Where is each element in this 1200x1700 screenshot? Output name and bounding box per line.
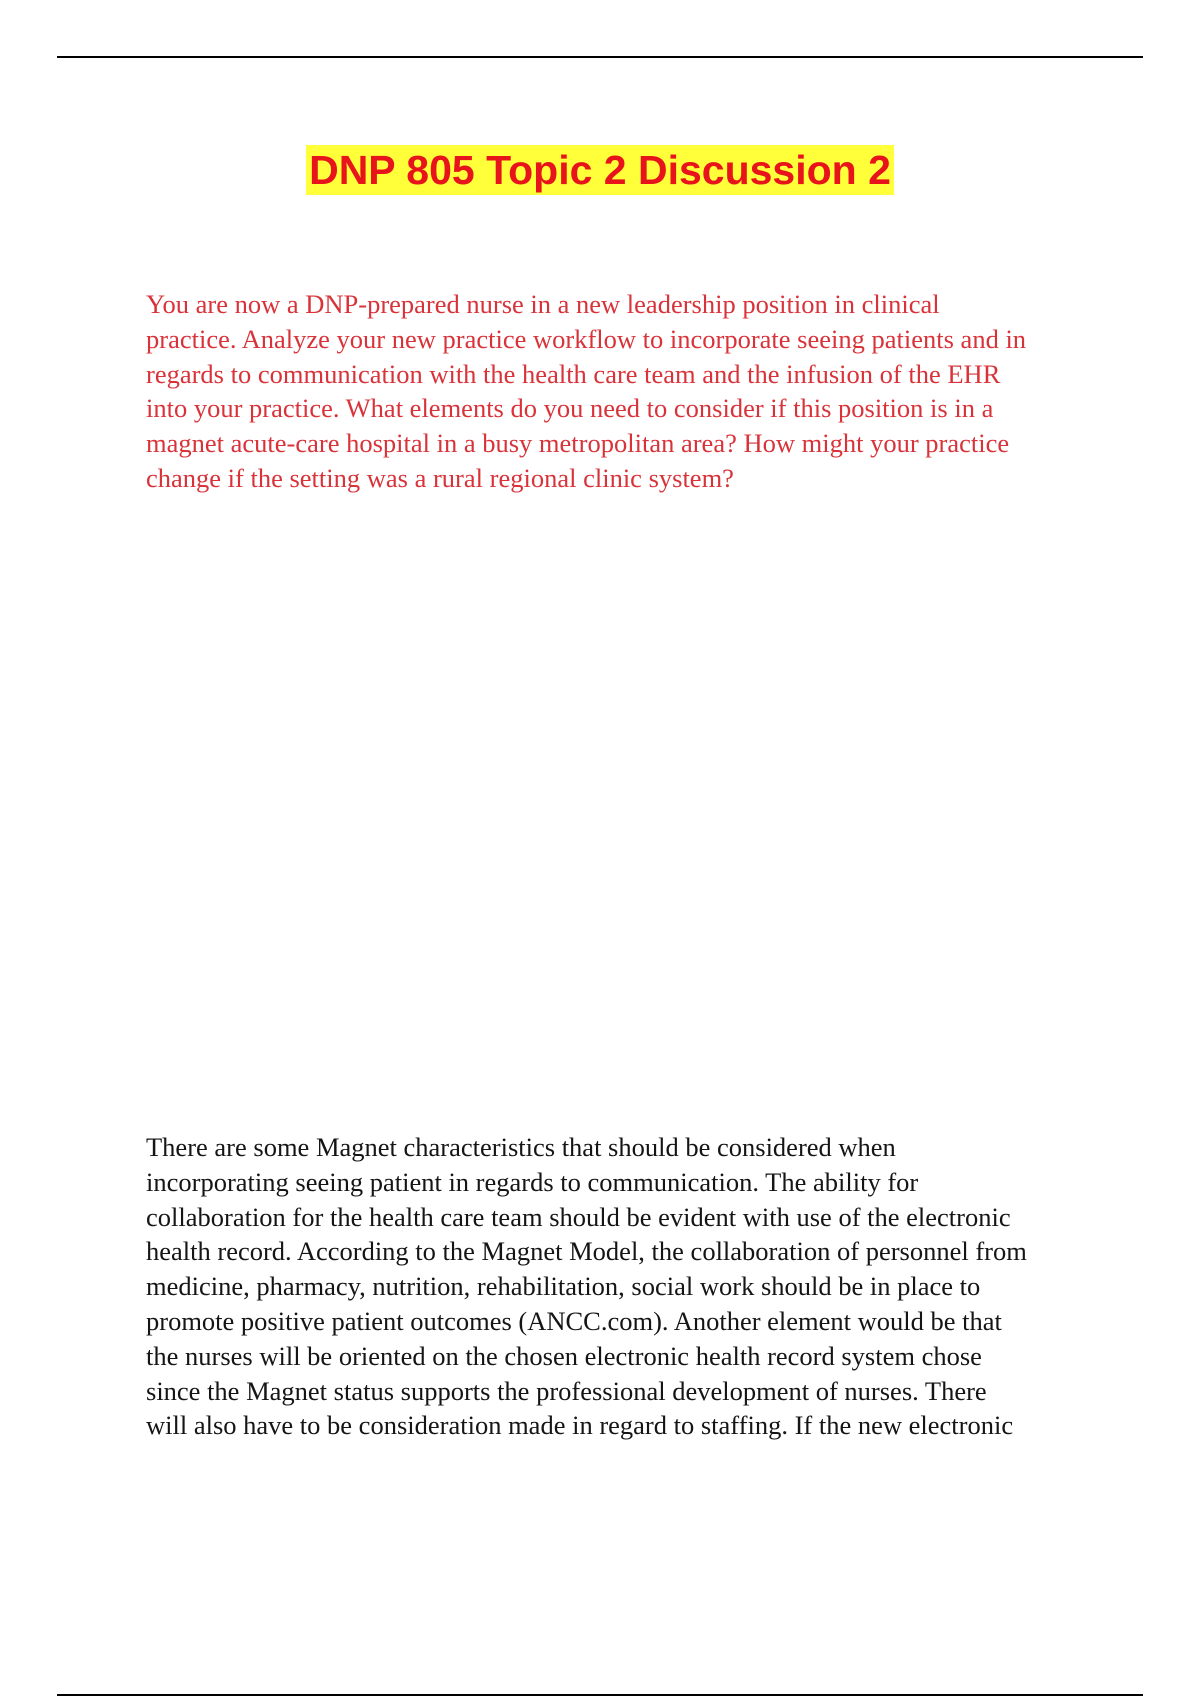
answer-line: since the Magnet status supports the professional development of nurses. There	[146, 1375, 987, 1406]
answer-line: medicine, pharmacy, nutrition, rehabilitation, social work should be in place to	[146, 1271, 981, 1302]
answer-line: health record. According to the Magnet Model, the collaboration of personnel from	[146, 1236, 1027, 1267]
answer-line: collaboration for the health care team should be evident with use of the electronic	[146, 1201, 1011, 1232]
footer-rule	[57, 1694, 1143, 1696]
prompt-line: practice. Analyze your new practice workflow to incorporate seeing patients and in	[146, 323, 1027, 354]
answer-line: the nurses will be oriented on the chosen electronic health record system chose	[146, 1340, 982, 1371]
answer-line: incorporating seeing patient in regards to communication. The ability for	[146, 1166, 919, 1197]
document-title: DNP 805 Topic 2 Discussion 2	[306, 145, 894, 195]
prompt-line: You are now a DNP-prepared nurse in a new leadership position in clinical	[146, 289, 940, 319]
answer-line: will also have to be consideration made in regard to staffing. If the new electronic	[146, 1410, 1014, 1441]
prompt-line: magnet acute-care hospital in a busy metropolitan area? How might your practice	[146, 428, 1010, 459]
answer-line: promote positive patient outcomes (ANCC.com). Another element would be that	[146, 1305, 1002, 1336]
prompt-line: change if the setting was a rural regional clinic system?	[146, 462, 734, 493]
header-rule	[57, 56, 1143, 58]
discussion-prompt	[146, 287, 1096, 496]
answer-line: There are some Magnet characteristics that should be considered when	[146, 1132, 896, 1162]
discussion-answer	[146, 1130, 1096, 1443]
prompt-line: regards to communication with the health care team and the infusion of the EHR	[146, 358, 1001, 389]
title-container	[0, 145, 1200, 195]
prompt-line: into your practice. What elements do you need to consider if this position is in a	[146, 393, 994, 424]
